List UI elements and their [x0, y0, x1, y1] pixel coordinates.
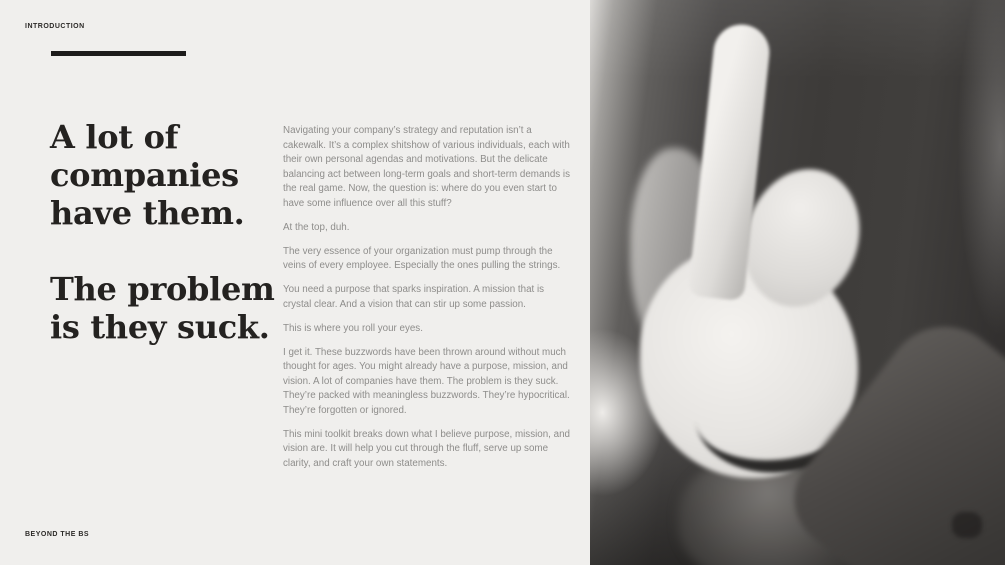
paragraph: Navigating your company’s strategy and reputation isn’t a cakewalk. It’s a complex shitshow of various individuals, each with their own personal agendas and motivations. But the delicate balancing act between long-term goals and short-term demands is the real game. Now, the question is: where do you even start to have some influence over all this stuff?	[283, 125, 570, 209]
headline-line: The problem	[50, 270, 275, 308]
headline	[50, 118, 285, 346]
headline-line: is they suck.	[50, 308, 270, 346]
photo-raised-middle-finger	[590, 0, 1005, 565]
headline-block-1	[50, 118, 285, 232]
body-text-column	[283, 124, 575, 481]
paragraph: I get it. These buzzwords have been thrown around without much thought for ages. You might already have a purpose, mission, and vision. A lot of companies have them. The problem is they suck. They’re packed with meaningless buzzwords. They’re hypocritical. They’re forgotten or ignored.	[283, 346, 570, 416]
headline-line: companies	[50, 156, 239, 194]
headline-line: A lot of	[50, 118, 179, 156]
paragraph: The very essence of your organization must pump through the veins of every employee. Especially the ones pulling the strings.	[283, 245, 561, 271]
title-rule	[51, 51, 186, 56]
paragraph: This is where you roll your eyes.	[283, 322, 423, 334]
paragraph: At the top, duh.	[283, 221, 350, 233]
section-kicker: INTRODUCTION	[25, 23, 85, 30]
paragraph: You need a purpose that sparks inspiration. A mission that is crystal clear. And a vision that can stir up some passion.	[283, 284, 545, 310]
watermark-mark	[952, 512, 982, 538]
headline-line: have them.	[50, 194, 245, 232]
paragraph: This mini toolkit breaks down what I believe purpose, mission, and vision are. It will help you cut through the fluff, serve up some clarity, and craft your own statements.	[283, 428, 570, 469]
footer-title: BEYOND THE BS	[25, 531, 90, 538]
headline-block-2	[50, 270, 285, 346]
